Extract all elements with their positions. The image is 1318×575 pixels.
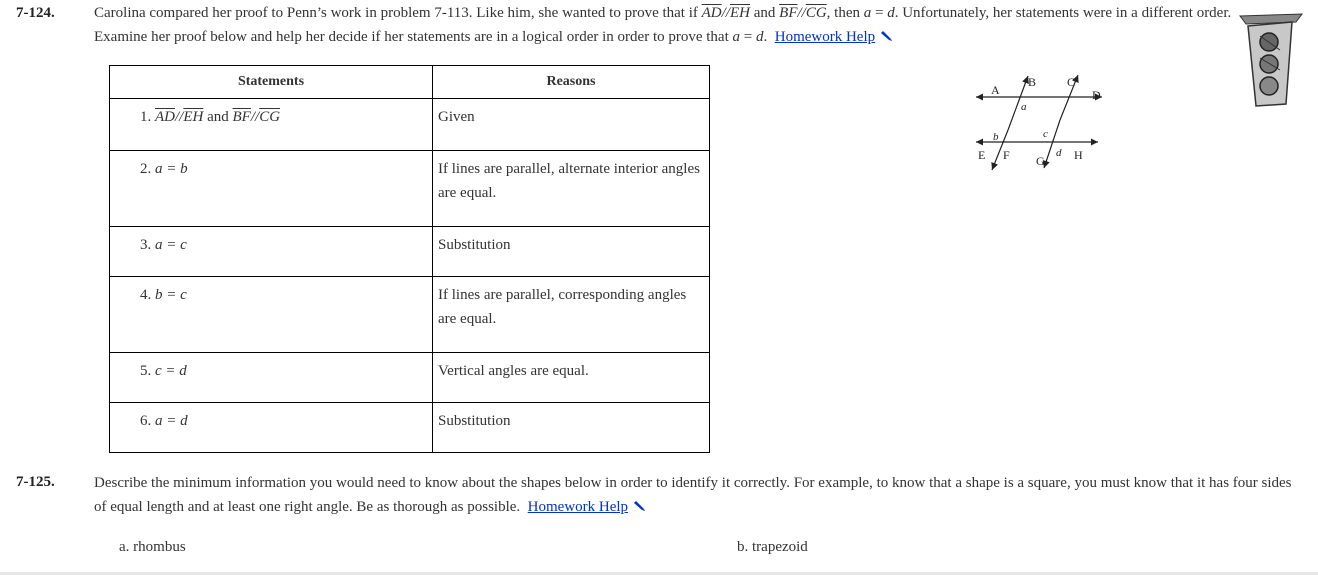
table-row — [110, 277, 710, 353]
label-C: C — [1067, 75, 1076, 89]
angle-label-a: a — [1021, 101, 1027, 113]
problem-7-125-body: Describe the minimum information you would need to know about the shapes below in order to identify it correctly. For example, to know that a shape is a square, you must know that it has four sides of equal length and at least one right angle. Be as thorough as possible. — [94, 475, 1292, 515]
statement-number: 3. — [140, 237, 155, 253]
parallel-symbol: // — [175, 109, 184, 125]
statement-number: 6. — [140, 413, 155, 429]
angle-label-c: c — [1043, 128, 1048, 140]
statement-cell — [110, 403, 433, 453]
homework-help-link-7-124[interactable]: Homework Help — [774, 29, 876, 45]
var-a: a — [863, 5, 872, 21]
segment-cg: $\overline{CG}$ — [805, 5, 827, 21]
segment-ad: $\overline{AD}$ — [155, 109, 175, 125]
label-B: B — [1028, 75, 1037, 89]
var-d: d — [755, 29, 764, 45]
and-text: and — [203, 109, 233, 125]
segment-ad: $\overline{AD}$ — [701, 5, 722, 21]
problem-number-7-125: 7-125. — [16, 474, 55, 490]
statement-cell — [110, 99, 433, 151]
statement-cell — [110, 353, 433, 403]
statement-equation: c = d — [155, 363, 187, 379]
table-header-row — [110, 66, 710, 99]
and-text: and — [749, 5, 780, 21]
then-text: , then — [826, 5, 864, 21]
part-b-trapezoid: b. trapezoid — [737, 539, 808, 555]
statement-equation: a = d — [155, 413, 188, 429]
equals-sign: = — [740, 29, 756, 45]
reasons-header: Reasons — [433, 66, 710, 99]
statement-equation: a = c — [155, 237, 187, 253]
label-F: F — [1003, 148, 1010, 162]
part-a-rhombus: a. rhombus — [119, 539, 186, 555]
parallel-lines-diagram — [970, 70, 1110, 180]
statements-header: Statements — [110, 66, 433, 99]
angle-label-b: b — [993, 131, 999, 143]
segment-eh: $\overline{EH}$ — [183, 109, 204, 125]
proof-table — [109, 65, 710, 453]
parallel-symbol: // — [797, 5, 806, 21]
homework-help-link-7-125[interactable]: Homework Help — [527, 499, 629, 515]
segment-eh: $\overline{EH}$ — [729, 5, 750, 21]
table-row — [110, 353, 710, 403]
pencil-icon[interactable] — [879, 26, 893, 50]
statement-equation: a = b — [155, 161, 188, 177]
statement-number: 4. — [140, 287, 155, 303]
statement-number: 5. — [140, 363, 155, 379]
intro-text-1: Carolina compared her proof to Penn’s work in problem 7-113. Like him, she wanted to prove that if — [94, 5, 702, 21]
table-row — [110, 403, 710, 453]
statement-number: 2. — [140, 161, 155, 177]
segment-bf: $\overline{BF}$ — [779, 5, 798, 21]
var-a: a — [732, 29, 741, 45]
label-G: G — [1036, 154, 1045, 168]
reason-cell: Substitution — [433, 227, 710, 277]
problem-number-7-124: 7-124. — [16, 5, 55, 21]
label-D: D — [1092, 88, 1101, 102]
equals-sign: = — [871, 5, 888, 21]
statement-cell — [110, 151, 433, 227]
reason-cell: Given — [433, 99, 710, 151]
intro-text-2: . Unfortunately, her statements were in a different order. Examine her proof below and help her decide if her statements are in a logical order in order to prove that — [94, 5, 1232, 45]
angle-label-d: d — [1056, 147, 1062, 159]
parallel-symbol: // — [250, 109, 260, 125]
pencil-icon[interactable] — [632, 496, 646, 520]
reason-cell: Vertical angles are equal. — [433, 353, 710, 403]
period: . — [763, 29, 768, 45]
parallel-symbol: // — [721, 5, 730, 21]
traffic-light-badge-icon[interactable] — [1236, 8, 1308, 113]
table-row — [110, 227, 710, 277]
label-H: H — [1074, 148, 1083, 162]
statement-equation: b = c — [155, 287, 187, 303]
table-row — [110, 151, 710, 227]
table-row — [110, 99, 710, 151]
statement-number: 1. — [140, 109, 155, 125]
label-A: A — [991, 83, 1000, 97]
label-E: E — [978, 148, 986, 162]
segment-bf: $\overline{BF}$ — [232, 109, 251, 125]
reason-cell: If lines are parallel, alternate interior angles are equal. — [433, 151, 710, 227]
statement-cell — [110, 227, 433, 277]
reason-cell: Substitution — [433, 403, 710, 453]
statement-cell — [110, 277, 433, 353]
reason-cell: If lines are parallel, corresponding angles are equal. — [433, 277, 710, 353]
var-d: d — [887, 5, 895, 21]
problem-7-125-text — [94, 471, 1294, 520]
segment-cg: $\overline{CG}$ — [259, 109, 281, 125]
problem-7-124-text — [94, 1, 1234, 50]
